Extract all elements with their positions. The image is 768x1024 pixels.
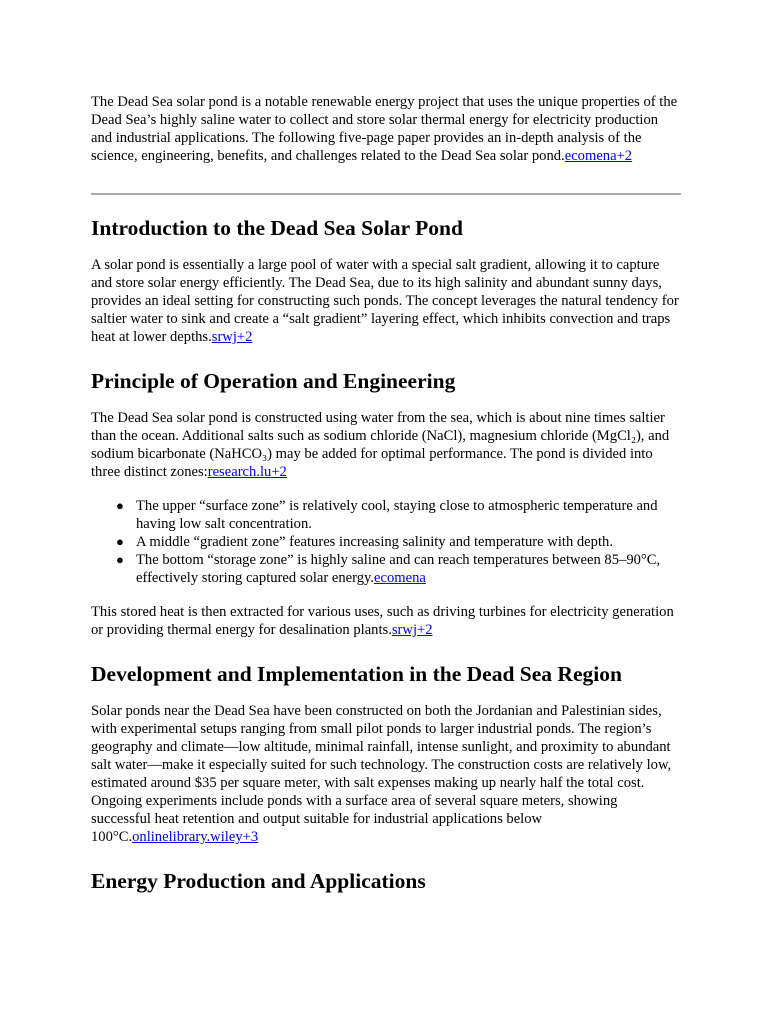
list-item-surface-zone — [116, 497, 681, 533]
zones-list — [91, 497, 681, 587]
storage-zone-citation-link[interactable]: ecomena — [374, 570, 426, 586]
bullet-icon: ● — [116, 498, 124, 513]
document-page — [91, 93, 681, 909]
heat-extraction-citation-link[interactable]: srwj+2 — [391, 622, 433, 638]
development-text: Solar ponds near the Dead Sea have been constructed on both the Jordanian and Palestinian sides, with experimental setups ranging from small pilot ponds to larger industrial ponds. The region’s geography and climate—low altitude, minimal rainfall, intense sunlight, and proximity to abundant salt water—make it especially suited for such technology. The construction costs are relatively low, estimated around $35 per square meter, with salt expenses making up nearly half the total cost. Ongoing experiments include ponds with a surface area of several square meters, showing successful heat retention and output suitable for industrial applications below 100°C. — [91, 703, 672, 845]
intro-paragraph — [91, 93, 681, 165]
bullet-icon: ● — [116, 552, 124, 567]
horizontal-divider — [91, 193, 681, 195]
intro-text: The Dead Sea solar pond is a notable renewable energy project that uses the unique properties of the Dead Sea’s highly saline water to collect and store solar thermal energy for electricity production and industrial applications. The following five-page paper provides an in-depth analysis of the science, engineering, benefits, and challenges related to the Dead Sea solar pond. — [91, 94, 678, 164]
introduction-text: A solar pond is essentially a large pool of water with a special salt gradient, allowing it to capture and store solar energy efficiently. The Dead Sea, due to its high salinity and abundant sunny days, provides an ideal setting for constructing such ponds. The concept leverages the natural tendency for saltier water to sink and create a “salt gradient” layering effect, which inhibits convection and traps heat at lower depths. — [91, 257, 679, 345]
principle-text: The Dead Sea solar pond is constructed using water from the sea, which is about nine times saltier than the ocean. Additional salts such as sodium chloride (NaCl), magnesium chloride (MgCl₂), and sodium bicarbonate (NaHCO₃) may be added for optimal performance. The pond is divided into three distinct zones: — [91, 410, 670, 480]
introduction-paragraph — [91, 256, 681, 346]
development-citation-link[interactable]: onlinelibrary.wiley+3 — [132, 829, 259, 845]
heading-development: Development and Implementation in the Dead Sea Region — [91, 662, 622, 686]
list-item-text: A middle “gradient zone” features increasing salinity and temperature with depth. — [136, 534, 613, 550]
principle-citation-link[interactable]: research.lu+2 — [207, 464, 287, 480]
list-item-gradient-zone — [116, 533, 681, 551]
heading-introduction: Introduction to the Dead Sea Solar Pond — [91, 216, 463, 240]
bullet-icon: ● — [116, 534, 124, 549]
list-item-text: The upper “surface zone” is relatively cool, staying close to atmospheric temperature and having low salt concentration. — [136, 498, 658, 532]
heat-extraction-text: This stored heat is then extracted for various uses, such as driving turbines for electricity generation or providing thermal energy for desalination plants. — [91, 604, 674, 638]
principle-paragraph — [91, 409, 681, 481]
heat-extraction-paragraph — [91, 603, 681, 639]
heading-principle: Principle of Operation and Engineering — [91, 369, 456, 393]
list-item-text: The bottom “storage zone” is highly saline and can reach temperatures between 85–90°C, effectively storing captured solar energy. — [136, 552, 661, 586]
list-item-storage-zone — [116, 551, 681, 587]
intro-citation-link[interactable]: ecomena+2 — [564, 148, 633, 164]
development-paragraph — [91, 702, 681, 846]
introduction-citation-link[interactable]: srwj+2 — [211, 329, 253, 345]
heading-energy-production: Energy Production and Applications — [91, 869, 426, 893]
